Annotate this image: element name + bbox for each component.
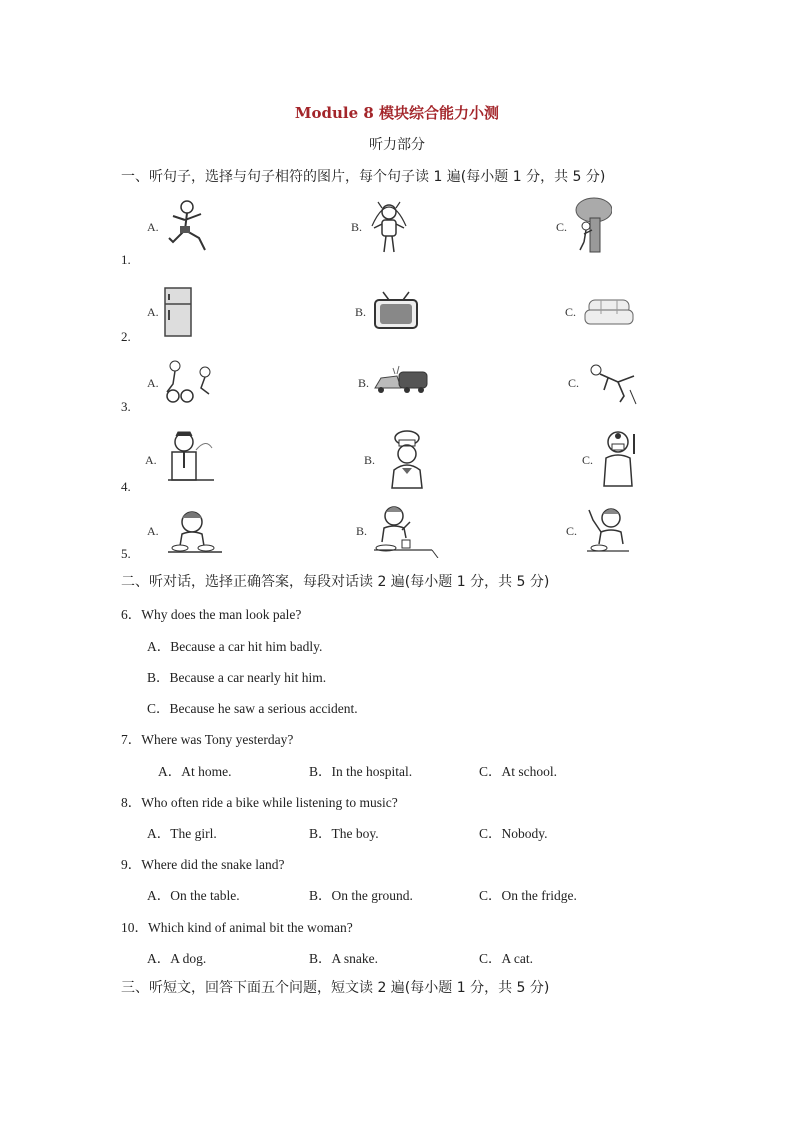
option-label: A. <box>147 305 159 319</box>
option-label: C. <box>565 305 577 319</box>
option-label: B. <box>364 453 376 467</box>
option-c[interactable]: C．At school. <box>479 764 558 779</box>
option-label: B. <box>351 220 363 234</box>
question-text: 9．Where did the snake land? <box>121 857 285 872</box>
option-label: C. <box>566 524 578 538</box>
bike-collision-icon <box>161 358 219 404</box>
falling-man-icon <box>584 360 640 406</box>
question-text: 6．Why does the man look pale? <box>121 607 302 622</box>
option-c[interactable]: C．Nobody. <box>479 826 548 841</box>
option-a[interactable]: A．Because a car hit him badly. <box>147 639 323 654</box>
section-3-instructions: 三、听短文，回答下面五个问题，短文读 2 遍(每小题 1 分，共 5 分) <box>121 980 550 996</box>
option-label: B. <box>356 524 368 538</box>
page-title: Module 8 模块综合能力小测 <box>294 104 500 122</box>
option-label: A. <box>147 524 159 538</box>
running-man-icon <box>165 198 215 256</box>
option-label: A. <box>147 376 159 390</box>
option-label: B. <box>355 305 367 319</box>
question-number: 4. <box>121 479 131 494</box>
chef-icon <box>384 430 430 490</box>
section-2-instructions: 二、听对话，选择正确答案，每段对话读 2 遍(每小题 1 分，共 5 分) <box>121 574 550 590</box>
option-b[interactable]: B．The boy. <box>309 826 379 841</box>
option-c[interactable]: C．On the fridge. <box>479 888 577 903</box>
option-c[interactable]: C．A cat. <box>479 951 533 966</box>
option-label: C. <box>582 453 594 467</box>
option-a[interactable]: A．At home. <box>158 764 232 779</box>
boy-eating-icon <box>166 506 224 554</box>
option-a[interactable]: A．On the table. <box>147 888 240 903</box>
option-b[interactable]: B．A snake. <box>309 951 378 966</box>
question-text: 7．Where was Tony yesterday? <box>121 732 294 747</box>
boy-at-table-icon <box>374 502 440 558</box>
skipping-rope-girl-icon <box>368 198 410 256</box>
option-label: C. <box>556 220 568 234</box>
doctor-icon <box>600 428 640 490</box>
teacher-icon <box>166 428 216 490</box>
section-heading-listening: 听力部分 <box>369 137 425 153</box>
option-label: A. <box>147 220 159 234</box>
option-b[interactable]: B．On the ground. <box>309 888 413 903</box>
option-b[interactable]: B．Because a car nearly hit him. <box>147 670 327 685</box>
option-a[interactable]: A．A dog. <box>147 951 207 966</box>
option-label: B. <box>358 376 370 390</box>
option-label: C. <box>568 376 580 390</box>
tv-icon <box>373 290 419 332</box>
option-b[interactable]: B．In the hospital. <box>309 764 413 779</box>
question-text: 10．Which kind of animal bit the woman? <box>121 920 353 935</box>
sofa-icon <box>583 296 635 330</box>
question-text: 8．Who often ride a bike while listening to music? <box>121 795 398 810</box>
question-number: 5. <box>121 546 131 561</box>
question-number: 3. <box>121 399 131 414</box>
fridge-icon <box>163 286 193 338</box>
question-number: 1. <box>121 252 131 267</box>
question-number: 2. <box>121 329 131 344</box>
climbing-tree-icon <box>572 196 612 256</box>
boy-waving-icon <box>585 504 631 556</box>
car-accident-icon <box>373 364 429 396</box>
option-c[interactable]: C．Because he saw a serious accident. <box>147 701 358 716</box>
option-label: A. <box>145 453 157 467</box>
option-a[interactable]: A．The girl. <box>147 826 217 841</box>
section-1-instructions: 一、听句子，选择与句子相符的图片，每个句子读 1 遍(每小题 1 分，共 5 分) <box>121 169 606 185</box>
